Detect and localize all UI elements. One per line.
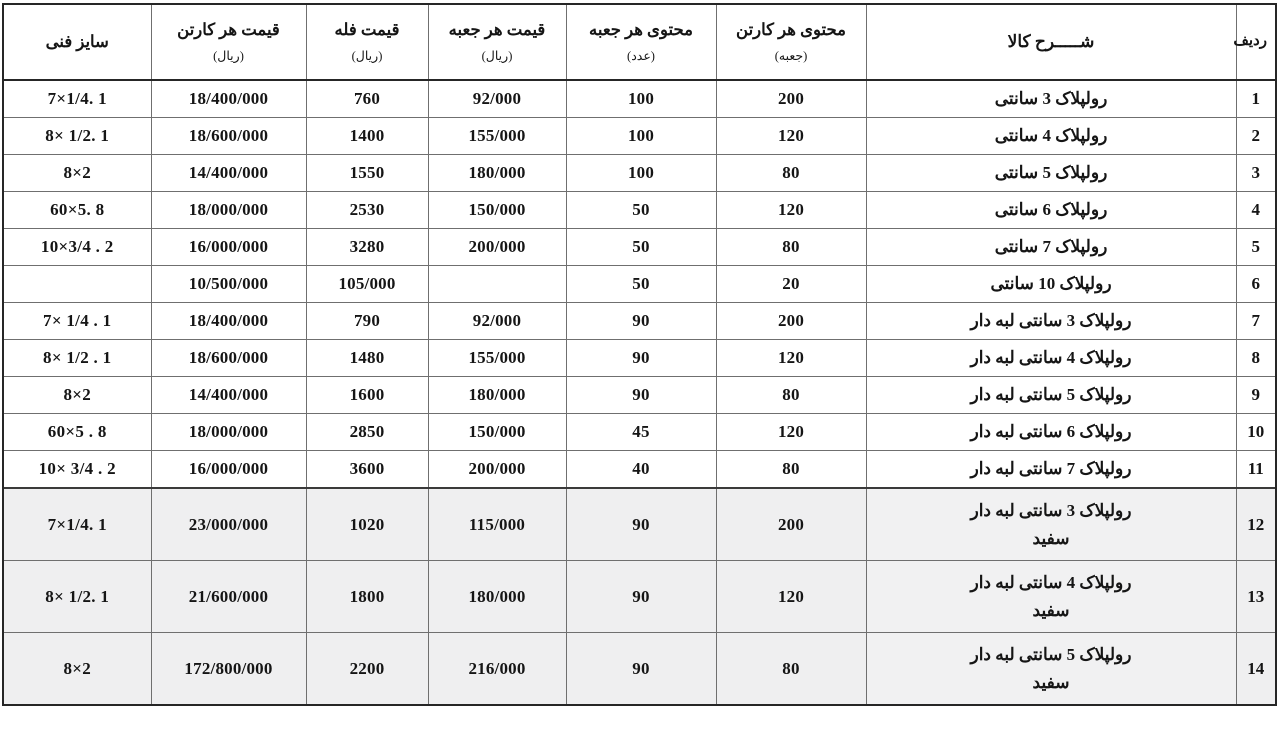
cell-box-content: 50 (566, 266, 716, 303)
cell-box-price: 200/000 (428, 229, 566, 266)
cell-product-description (866, 561, 1236, 633)
cell-carton-price: 14/400/000 (151, 377, 306, 414)
table-body (3, 80, 1276, 705)
cell-bulk-price: 2200 (306, 633, 428, 706)
column-header-carton-content-unit: (جعبه) (774, 49, 808, 64)
cell-product-description (866, 80, 1236, 118)
cell-box-content: 45 (566, 414, 716, 451)
cell-technical-size (3, 266, 151, 303)
cell-carton-price: 18/600/000 (151, 340, 306, 377)
cell-carton-price: 14/400/000 (151, 155, 306, 192)
table-row (3, 118, 1276, 155)
table-row (3, 266, 1276, 303)
table-row (3, 229, 1276, 266)
cell-carton-content: 80 (716, 451, 866, 489)
table-row (3, 340, 1276, 377)
cell-product-description (866, 377, 1236, 414)
cell-carton-content: 80 (716, 229, 866, 266)
cell-carton-price: 18/400/000 (151, 80, 306, 118)
product-description-main: رولپلاک 10 سانتی (990, 274, 1112, 294)
cell-box-price: 150/000 (428, 192, 566, 229)
cell-carton-content: 200 (716, 80, 866, 118)
cell-bulk-price: 3600 (306, 451, 428, 489)
cell-carton-price: 16/000/000 (151, 229, 306, 266)
cell-box-price: 180/000 (428, 377, 566, 414)
cell-carton-price: 18/000/000 (151, 414, 306, 451)
cell-box-price: 180/000 (428, 561, 566, 633)
cell-technical-size: 1 .1/4×7 (3, 80, 151, 118)
cell-row-number: 3 (1236, 155, 1276, 192)
product-description-main: رولپلاک 5 سانتی (994, 163, 1108, 183)
column-header-carton-content (716, 4, 866, 80)
column-header-carton-price-label: قیمت هر کارتن (177, 20, 280, 40)
cell-carton-content: 80 (716, 377, 866, 414)
cell-carton-content: 80 (716, 155, 866, 192)
cell-product-description (866, 303, 1236, 340)
column-header-product-description (866, 4, 1236, 80)
table-row (3, 633, 1276, 706)
column-header-box-price-unit: (ریال) (481, 49, 513, 64)
cell-product-description (866, 266, 1236, 303)
product-description-main: رولپلاک 3 سانتی (994, 89, 1108, 109)
cell-product-description (866, 633, 1236, 706)
table-header (3, 4, 1276, 80)
table-row (3, 561, 1276, 633)
cell-box-price: 115/000 (428, 488, 566, 561)
cell-technical-size: 1 .1/2 ×8 (3, 118, 151, 155)
column-header-box-price (428, 4, 566, 80)
cell-technical-size: 1 .1/4×7 (3, 488, 151, 561)
cell-bulk-price: 1480 (306, 340, 428, 377)
cell-row-number: 5 (1236, 229, 1276, 266)
cell-carton-price: 18/000/000 (151, 192, 306, 229)
cell-row-number: 13 (1236, 561, 1276, 633)
cell-bulk-price: 790 (306, 303, 428, 340)
column-header-carton-content-label: محتوی هر کارتن (736, 20, 846, 40)
cell-technical-size: 2×8 (3, 155, 151, 192)
cell-bulk-price: 1550 (306, 155, 428, 192)
cell-technical-size: 2 . 3/4 ×10 (3, 451, 151, 489)
cell-row-number: 11 (1236, 451, 1276, 489)
cell-row-number: 9 (1236, 377, 1276, 414)
column-header-radif (1233, 4, 1276, 80)
cell-carton-price: 10/500/000 (151, 266, 306, 303)
cell-bulk-price: 2850 (306, 414, 428, 451)
cell-carton-content: 120 (716, 561, 866, 633)
table-row (3, 414, 1276, 451)
cell-box-price: 92/000 (428, 303, 566, 340)
column-header-box-content-label: محتوی هر جعبه (589, 20, 693, 40)
cell-box-content: 90 (566, 488, 716, 561)
product-description-sub: سفید (1032, 601, 1070, 620)
cell-carton-content: 20 (716, 266, 866, 303)
cell-row-number: 8 (1236, 340, 1276, 377)
cell-box-price: 216/000 (428, 633, 566, 706)
cell-technical-size: 1 . 1/2 ×8 (3, 340, 151, 377)
cell-carton-price: 172/800/000 (151, 633, 306, 706)
product-description-main: رولپلاک 6 سانتی لبه دار (970, 422, 1132, 442)
cell-carton-content: 120 (716, 118, 866, 155)
product-description-sub: سفید (1032, 673, 1070, 692)
product-description-main: رولپلاک 3 سانتی لبه دار (970, 311, 1132, 331)
cell-box-content: 100 (566, 80, 716, 118)
product-description-main: رولپلاک 5 سانتی لبه دار (970, 644, 1132, 664)
cell-bulk-price: 1400 (306, 118, 428, 155)
cell-box-price: 150/000 (428, 414, 566, 451)
cell-box-price: 200/000 (428, 451, 566, 489)
cell-bulk-price: 1600 (306, 377, 428, 414)
cell-product-description (866, 155, 1236, 192)
table-row (3, 303, 1276, 340)
cell-box-content: 50 (566, 192, 716, 229)
cell-box-price: 180/000 (428, 155, 566, 192)
cell-carton-content: 120 (716, 192, 866, 229)
table-row (3, 451, 1276, 489)
cell-row-number: 12 (1236, 488, 1276, 561)
column-header-bulk-price-label: قیمت فله (334, 20, 400, 40)
cell-box-price (428, 266, 566, 303)
table-row (3, 377, 1276, 414)
column-header-technical-size (3, 4, 151, 80)
cell-technical-size: 2×8 (3, 633, 151, 706)
column-header-radif-label: ردیف (1233, 33, 1267, 50)
cell-row-number: 4 (1236, 192, 1276, 229)
column-header-technical-size-label: سایز فنی (45, 32, 109, 52)
product-description-main: رولپلاک 7 سانتی (994, 237, 1108, 257)
table-row (3, 488, 1276, 561)
product-description-main: رولپلاک 5 سانتی لبه دار (970, 385, 1132, 405)
cell-row-number: 14 (1236, 633, 1276, 706)
cell-box-content: 100 (566, 118, 716, 155)
cell-technical-size: 2 . 3/4×10 (3, 229, 151, 266)
column-header-carton-price (151, 4, 306, 80)
cell-carton-content: 80 (716, 633, 866, 706)
cell-carton-price: 18/600/000 (151, 118, 306, 155)
product-description-main: رولپلاک 3 سانتی لبه دار (970, 500, 1132, 520)
table-row (3, 155, 1276, 192)
cell-product-description (866, 488, 1236, 561)
product-description-main: رولپلاک 7 سانتی لبه دار (970, 459, 1132, 479)
cell-bulk-price: 1020 (306, 488, 428, 561)
cell-carton-price: 16/000/000 (151, 451, 306, 489)
cell-carton-content: 120 (716, 340, 866, 377)
cell-bulk-price: 105/000 (306, 266, 428, 303)
cell-box-price: 155/000 (428, 118, 566, 155)
cell-carton-price: 18/400/000 (151, 303, 306, 340)
cell-product-description (866, 192, 1236, 229)
cell-box-content: 40 (566, 451, 716, 489)
column-header-carton-price-unit: (ریال) (213, 49, 244, 64)
header-row (3, 4, 1276, 80)
cell-box-content: 90 (566, 303, 716, 340)
cell-product-description (866, 414, 1236, 451)
column-header-box-price-label: قیمت هر جعبه (448, 20, 546, 40)
cell-bulk-price: 760 (306, 80, 428, 118)
product-description-sub: سفید (1032, 529, 1070, 548)
cell-box-content: 90 (566, 633, 716, 706)
column-header-box-content-unit: (عدد) (627, 49, 655, 64)
cell-technical-size: 8 . 5×60 (3, 414, 151, 451)
cell-row-number: 1 (1236, 80, 1276, 118)
column-header-product-description-label: شـــــرح کالا (1007, 31, 1095, 51)
cell-box-content: 90 (566, 561, 716, 633)
cell-box-content: 50 (566, 229, 716, 266)
cell-box-content: 100 (566, 155, 716, 192)
price-table (2, 3, 1277, 706)
table-row (3, 80, 1276, 118)
product-description-main: رولپلاک 6 سانتی (994, 200, 1108, 220)
cell-technical-size: 2×8 (3, 377, 151, 414)
cell-technical-size: 8 .5×60 (3, 192, 151, 229)
cell-box-content: 90 (566, 377, 716, 414)
cell-technical-size: 1 . 1/4 ×7 (3, 303, 151, 340)
cell-carton-price: 21/600/000 (151, 561, 306, 633)
cell-box-content: 90 (566, 340, 716, 377)
column-header-box-content (566, 4, 716, 80)
cell-carton-content: 200 (716, 303, 866, 340)
cell-row-number: 2 (1236, 118, 1276, 155)
cell-product-description (866, 118, 1236, 155)
cell-bulk-price: 1800 (306, 561, 428, 633)
cell-product-description (866, 229, 1236, 266)
cell-bulk-price: 2530 (306, 192, 428, 229)
cell-product-description (866, 340, 1236, 377)
product-description-main: رولپلاک 4 سانتی لبه دار (970, 348, 1132, 368)
cell-box-price: 155/000 (428, 340, 566, 377)
cell-bulk-price: 3280 (306, 229, 428, 266)
cell-carton-content: 200 (716, 488, 866, 561)
table-row (3, 192, 1276, 229)
product-description-main: رولپلاک 4 سانتی لبه دار (970, 572, 1132, 592)
cell-carton-price: 23/000/000 (151, 488, 306, 561)
cell-product-description (866, 451, 1236, 489)
cell-box-price: 92/000 (428, 80, 566, 118)
column-header-bulk-price (306, 4, 428, 80)
cell-row-number: 6 (1236, 266, 1276, 303)
product-description-main: رولپلاک 4 سانتی (994, 126, 1108, 146)
column-header-bulk-price-unit: (ریال) (351, 49, 383, 64)
cell-row-number: 7 (1236, 303, 1276, 340)
cell-row-number: 10 (1236, 414, 1276, 451)
cell-carton-content: 120 (716, 414, 866, 451)
cell-technical-size: 1 .1/2 ×8 (3, 561, 151, 633)
